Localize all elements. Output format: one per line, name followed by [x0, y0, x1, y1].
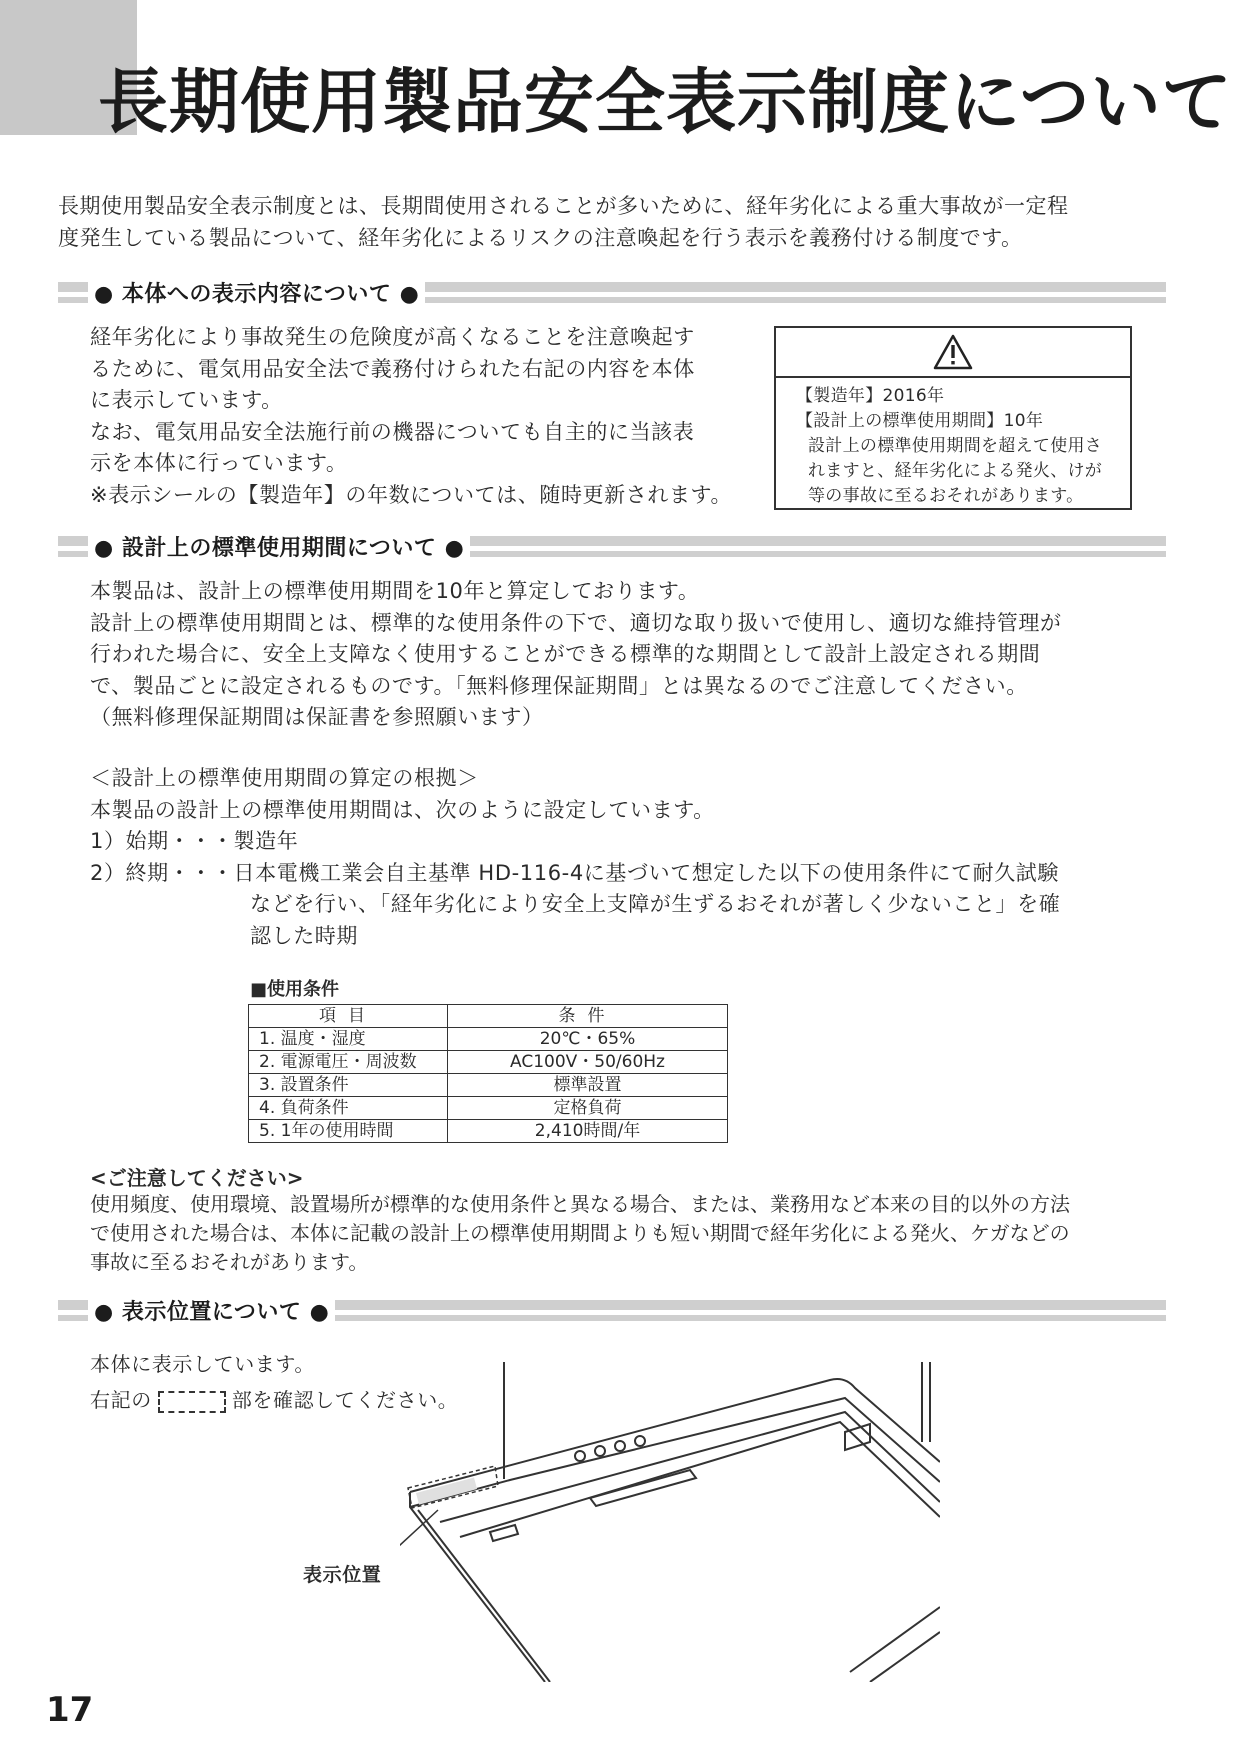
text-line: 本体に表示しています。	[90, 1352, 315, 1376]
warning-text-line: 等の事故に至るおそれがあります。	[808, 486, 1084, 506]
section2-text	[90, 576, 1150, 734]
dashed-box-icon	[158, 1391, 226, 1413]
basis-item-end: 2）終期・・・日本電機工業会自主基準 HD-116-4に基づいて想定した以下の使用条件にて耐久試験	[90, 860, 1059, 885]
basis-item-end-cont: などを行い、「経年劣化により安全上支障が生ずるおそれが著しく少ないこと」を確	[250, 892, 1061, 916]
table-cell: 3. 設置条件	[249, 1074, 448, 1097]
table-cell: 4. 負荷条件	[249, 1097, 448, 1120]
table-cell: 定格負荷	[448, 1097, 728, 1120]
text-line: で、製品ごとに設定されるものです。「無料修理保証期間」とは異なるのでご注意してください。	[90, 673, 1028, 698]
basis-item-end-cont: 認した時期	[250, 923, 358, 948]
text-line: なお、電気用品安全法施行前の機器についても自主的に当該表	[90, 419, 695, 444]
text-line: （無料修理保証期間は保証書を参照願います）	[90, 705, 544, 729]
basis-intro: 本製品の設計上の標準使用期間は、次のように設定しています。	[90, 797, 715, 822]
section-heading-standard-period: ● 設計上の標準使用期間について ●	[88, 534, 470, 564]
table-row	[249, 1097, 728, 1120]
warning-label-box	[774, 326, 1132, 510]
product-diagram	[400, 1362, 940, 1682]
warning-triangle-icon	[933, 334, 973, 370]
section-heading-display-position: ● 表示位置について ●	[88, 1298, 335, 1328]
table-row	[249, 1028, 728, 1051]
text-line: 事故に至るおそれがあります。	[90, 1250, 369, 1274]
table-row	[249, 1120, 728, 1143]
text-line: 示を本体に行っています。	[90, 451, 348, 475]
intro-line: 長期使用製品安全表示制度とは、長期間使用されることが多いために、経年劣化による重大事故が一定程	[58, 194, 1069, 218]
warning-standard-period: 【設計上の標準使用期間】10年	[796, 411, 1044, 431]
caution-text	[90, 1190, 1190, 1277]
table-row	[249, 1074, 728, 1097]
table-cell: AC100V・50/60Hz	[448, 1051, 728, 1074]
text-line: 行われた場合に、安全上支障なく使用することができる標準的な期間として設計上設定される期間	[90, 642, 1041, 666]
table-cell: 1. 温度・湿度	[249, 1028, 448, 1051]
text-fragment: 右記の	[90, 1388, 152, 1412]
text-line: 設計上の標準使用期間とは、標準的な使用条件の下で、適切な取り扱いで使用し、適切な維持管理が	[90, 610, 1062, 635]
table-cell: 5. 1年の使用時間	[249, 1120, 448, 1143]
warning-manufacture-year: 【製造年】2016年	[796, 386, 945, 406]
table-cell: 20℃・65%	[448, 1028, 728, 1051]
table-row	[249, 1051, 728, 1074]
page-title: 長期使用製品安全表示制度について	[98, 61, 1233, 143]
text-line: ※表示シールの【製造年】の年数については、随時更新されます。	[90, 482, 733, 507]
text-line: 使用頻度、使用環境、設置場所が標準的な使用条件と異なる場合、または、業務用など本来の目的以外の方法	[90, 1192, 1070, 1216]
table-cell: 2,410時間/年	[448, 1120, 728, 1143]
warning-box-body	[776, 378, 1130, 509]
intro-paragraph	[58, 190, 1168, 254]
text-line: で使用された場合は、本体に記載の設計上の標準使用期間よりも短い期間で経年劣化による発火、ケガなどの	[90, 1221, 1070, 1245]
table-header-row	[249, 1005, 728, 1028]
text-line: 経年劣化により事故発生の危険度が高くなることを注意喚起す	[90, 325, 695, 349]
page-number: 17	[46, 1690, 94, 1730]
basis-title: ＜設計上の標準使用期間の算定の根拠＞	[90, 766, 479, 790]
display-position-label: 表示位置	[303, 1564, 382, 1586]
warning-text-line: れますと、経年劣化による発火、けが	[808, 461, 1103, 481]
basis-item-start: 1）始期・・・製造年	[90, 829, 299, 853]
caution-title: <ご注意してください>	[90, 1166, 304, 1190]
table-header: 項目	[249, 1005, 448, 1028]
table-cell: 標準設置	[448, 1074, 728, 1097]
section1-text	[90, 322, 770, 511]
conditions-table	[248, 1004, 728, 1143]
intro-line: 度発生している製品について、経年劣化によるリスクの注意喚起を行う表示を義務付ける制度です。	[58, 226, 1023, 250]
table-header: 条件	[448, 1005, 728, 1028]
text-line: 本製品は、設計上の標準使用期間を10年と算定しております。	[90, 579, 700, 603]
basis-block	[90, 763, 1150, 952]
text-line: るために、電気用品安全法で義務付けられた右記の内容を本体	[90, 356, 695, 381]
text-fragment: 部を確認してください。	[231, 1388, 459, 1412]
warning-text-line: 設計上の標準使用期間を超えて使用さ	[808, 436, 1103, 456]
warning-box-header	[776, 328, 1130, 378]
text-line: に表示しています。	[90, 388, 283, 412]
section-heading-display-content: ● 本体への表示内容について ●	[88, 280, 425, 310]
conditions-title: ■使用条件	[250, 979, 340, 1000]
table-cell: 2. 電源電圧・周波数	[249, 1051, 448, 1074]
